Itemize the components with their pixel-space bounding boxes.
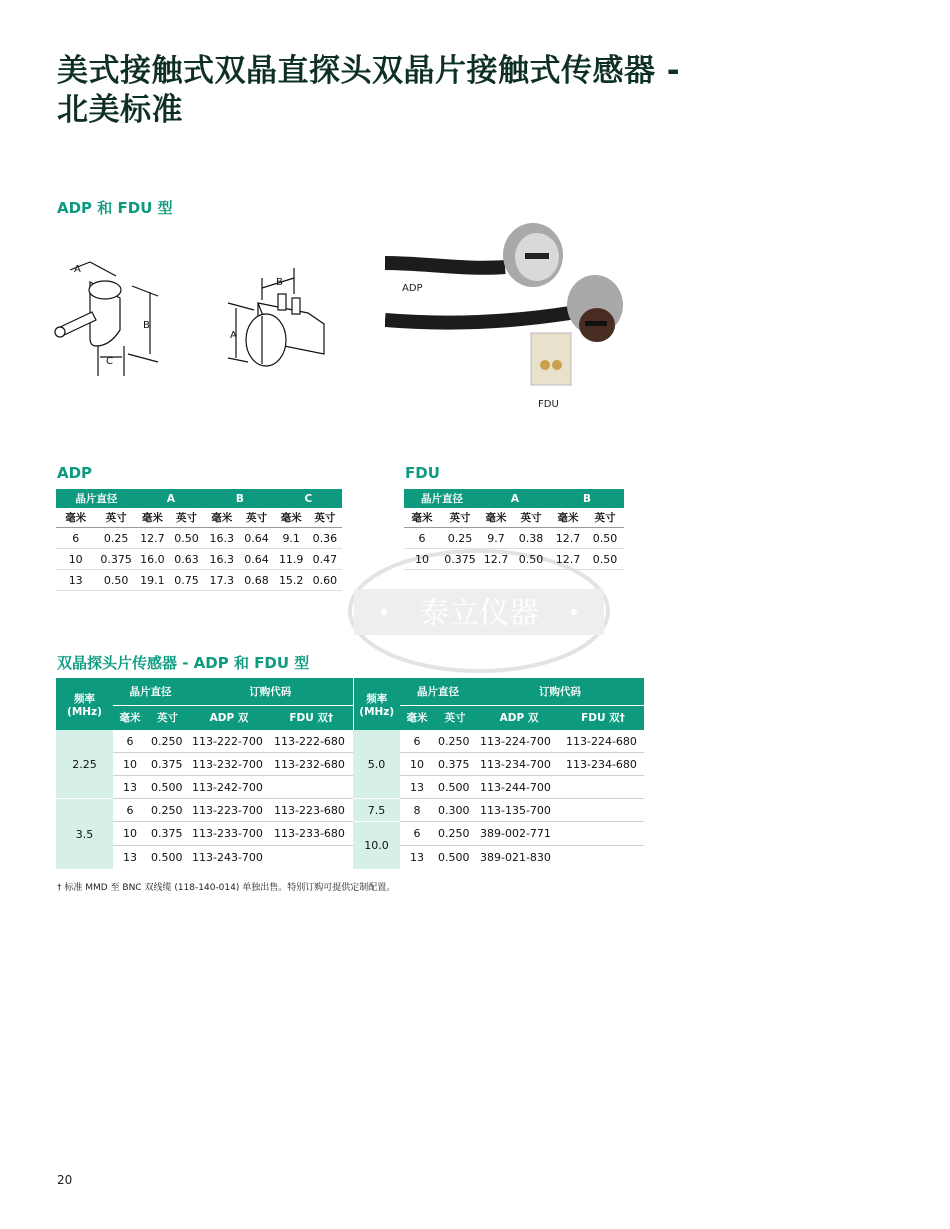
table-row — [56, 846, 644, 870]
adp-label-a: A — [74, 264, 81, 275]
inch-header: 英寸 — [147, 705, 188, 730]
col-group: B — [550, 489, 624, 508]
cell: 16.3 — [205, 549, 238, 570]
cell: 0.500 — [151, 851, 183, 865]
unit-header: 毫米 — [480, 508, 512, 528]
adp-label-c: C — [106, 356, 113, 367]
cell: 12.7 — [137, 528, 168, 549]
cell: 0.50 — [168, 528, 205, 549]
col-group: 晶片直径 — [56, 489, 137, 508]
table-row — [56, 776, 644, 799]
order-code-header: 订购代码 — [188, 678, 353, 705]
mm-header: 毫米 — [113, 705, 147, 730]
cell: 6 — [56, 528, 95, 549]
cell: 12.7 — [550, 549, 586, 570]
cell: 15.2 — [275, 570, 308, 591]
cell: 10 — [400, 753, 434, 776]
cell: 13 — [56, 570, 95, 591]
adp-dimension-table — [56, 489, 342, 591]
cell: 0.50 — [586, 528, 624, 549]
cell: 0.50 — [95, 570, 136, 591]
freq-header: 频率 (MHz) — [56, 678, 113, 730]
cell: 0.50 — [586, 549, 624, 570]
cell: 19.1 — [137, 570, 168, 591]
cell — [562, 799, 644, 822]
order-code-header: 订购代码 — [476, 678, 644, 705]
cell: 0.300 — [434, 799, 476, 822]
cell: 0.63 — [168, 549, 205, 570]
fdu-label-b: B — [276, 277, 283, 288]
freq-cell: 10.0 — [353, 822, 400, 870]
cell: 0.25 — [440, 528, 480, 549]
cell: 0.250 — [434, 822, 476, 846]
cell: 6 — [113, 730, 147, 753]
freq-header: 频率 (MHz) — [353, 678, 400, 730]
transducer-order-table — [56, 678, 644, 870]
cell: 0.500 — [438, 851, 470, 865]
cell: 0.47 — [308, 549, 342, 570]
freq-cell: 2.25 — [56, 730, 113, 799]
watermark-text: 泰立仪器 — [419, 596, 539, 631]
unit-header: 毫米 — [404, 508, 440, 528]
cell: 6 — [400, 822, 434, 846]
table-row — [404, 528, 624, 549]
photo-label-fdu: FDU — [538, 399, 559, 410]
table-row — [56, 549, 342, 570]
freq-cell: 7.5 — [353, 799, 400, 822]
product-photo — [385, 215, 625, 415]
table-row — [56, 528, 342, 549]
col-group: 晶片直径 — [404, 489, 480, 508]
table-row — [56, 799, 644, 822]
freq-cell: 5.0 — [353, 730, 400, 799]
cell: 10 — [56, 549, 95, 570]
cell: 113-233-680 — [270, 822, 353, 846]
unit-header: 毫米 — [137, 508, 168, 528]
cell: 6 — [113, 799, 147, 822]
cell: 13 — [113, 776, 147, 799]
cell: 113-244-700 — [476, 776, 562, 799]
fdu-label-a: A — [230, 330, 237, 341]
table-row — [56, 570, 342, 591]
cell — [562, 846, 644, 870]
adp-label-b: B — [143, 320, 150, 331]
cell: 10 — [113, 822, 147, 846]
unit-header: 英寸 — [238, 508, 274, 528]
col-group: A — [480, 489, 550, 508]
cell: 0.60 — [308, 570, 342, 591]
unit-header: 英寸 — [95, 508, 136, 528]
cell: 11.9 — [275, 549, 308, 570]
adp-dual-header: ADP 双 — [188, 705, 270, 730]
cell — [562, 776, 644, 799]
cell: 0.250 — [147, 730, 188, 753]
cell: 0.68 — [238, 570, 274, 591]
cell: 113-242-700 — [188, 776, 270, 799]
title-line-1: 美式接触式双晶直探头双晶片接触式传感器 - — [57, 53, 681, 89]
cell: 0.75 — [168, 570, 205, 591]
unit-header: 英寸 — [308, 508, 342, 528]
cell: 0.50 — [512, 549, 550, 570]
cell: 113-223-700 — [188, 799, 270, 822]
unit-header: 毫米 — [275, 508, 308, 528]
cell: 16.0 — [137, 549, 168, 570]
cell: 6 — [400, 730, 434, 753]
cell: 0.38 — [512, 528, 550, 549]
cell: 9.7 — [480, 528, 512, 549]
cell: 0.64 — [238, 549, 274, 570]
title-line-2: 北美标准 — [57, 92, 183, 128]
col-group: A — [137, 489, 205, 508]
cell: 113-234-680 — [562, 753, 644, 776]
cell: 389-021-830 — [480, 851, 551, 865]
cell: 9.1 — [275, 528, 308, 549]
cell: 13 — [123, 851, 137, 865]
cell: 0.500 — [434, 776, 476, 799]
diameter-header: 晶片直径 — [113, 678, 188, 705]
cell: 0.375 — [147, 822, 188, 846]
inch-header: 英寸 — [434, 705, 476, 730]
cell: 0.375 — [95, 549, 136, 570]
photo-label-adp: ADP — [402, 283, 423, 294]
adp-dimension-diagram — [50, 250, 170, 380]
table-row — [56, 730, 644, 753]
unit-header: 毫米 — [205, 508, 238, 528]
cell: 0.375 — [440, 549, 480, 570]
unit-header: 毫米 — [56, 508, 95, 528]
cell — [270, 846, 353, 870]
cell: 0.250 — [147, 799, 188, 822]
unit-header: 英寸 — [512, 508, 550, 528]
fdu-dimension-table — [404, 489, 624, 570]
cell: 10 — [404, 549, 440, 570]
fdu-dimension-diagram — [218, 258, 333, 373]
unit-header: 英寸 — [440, 508, 480, 528]
page-title — [57, 52, 680, 130]
col-group: C — [275, 489, 342, 508]
unit-header: 英寸 — [586, 508, 624, 528]
cell: 12.7 — [480, 549, 512, 570]
cell: 113-224-700 — [476, 730, 562, 753]
section-heading-types: ADP 和 FDU 型 — [57, 199, 173, 217]
cell: 13 — [410, 851, 424, 865]
cell: 10 — [113, 753, 147, 776]
unit-header: 毫米 — [550, 508, 586, 528]
table-row — [56, 822, 644, 846]
cell: 113-223-680 — [270, 799, 353, 822]
cell: 0.375 — [147, 753, 188, 776]
cell: 113-222-680 — [270, 730, 353, 753]
freq-cell: 3.5 — [56, 799, 113, 870]
table-row — [56, 753, 644, 776]
adp-dual-header: ADP 双 — [476, 705, 562, 730]
cell: 113-135-700 — [476, 799, 562, 822]
table-row — [404, 549, 624, 570]
cell: 0.36 — [308, 528, 342, 549]
cell: 113-233-700 — [188, 822, 270, 846]
cell — [270, 776, 353, 799]
cell: 113-222-700 — [188, 730, 270, 753]
transducer-table-heading: 双晶探头片传感器 - ADP 和 FDU 型 — [57, 654, 310, 672]
fdu-dual-header: FDU 双† — [562, 705, 644, 730]
cell: 113-243-700 — [192, 851, 263, 865]
cell: 12.7 — [550, 528, 586, 549]
cell: 0.64 — [238, 528, 274, 549]
cell: 0.250 — [434, 730, 476, 753]
cell: 113-232-680 — [270, 753, 353, 776]
col-group: B — [205, 489, 274, 508]
cell: 0.25 — [95, 528, 136, 549]
footnote: † 标准 MMD 至 BNC 双线缆 (118-140-014) 单独出售。特别订购可提供定制配置。 — [57, 883, 396, 893]
unit-header: 英寸 — [168, 508, 205, 528]
cell: 0.500 — [147, 776, 188, 799]
adp-table-heading: ADP — [57, 464, 93, 482]
cell: 8 — [400, 799, 434, 822]
mm-header: 毫米 — [400, 705, 434, 730]
cell: 389-002-771 — [476, 822, 562, 846]
cell: 0.375 — [434, 753, 476, 776]
fdu-dual-header: FDU 双† — [270, 705, 353, 730]
cell: 113-224-680 — [562, 730, 644, 753]
cell: 113-234-700 — [476, 753, 562, 776]
diameter-header: 晶片直径 — [400, 678, 476, 705]
cell: 13 — [400, 776, 434, 799]
cell — [562, 822, 644, 846]
fdu-table-heading: FDU — [405, 464, 440, 482]
cell: 16.3 — [205, 528, 238, 549]
cell: 6 — [404, 528, 440, 549]
cell: 17.3 — [205, 570, 238, 591]
page-number: 20 — [57, 1173, 73, 1187]
cell: 113-232-700 — [188, 753, 270, 776]
